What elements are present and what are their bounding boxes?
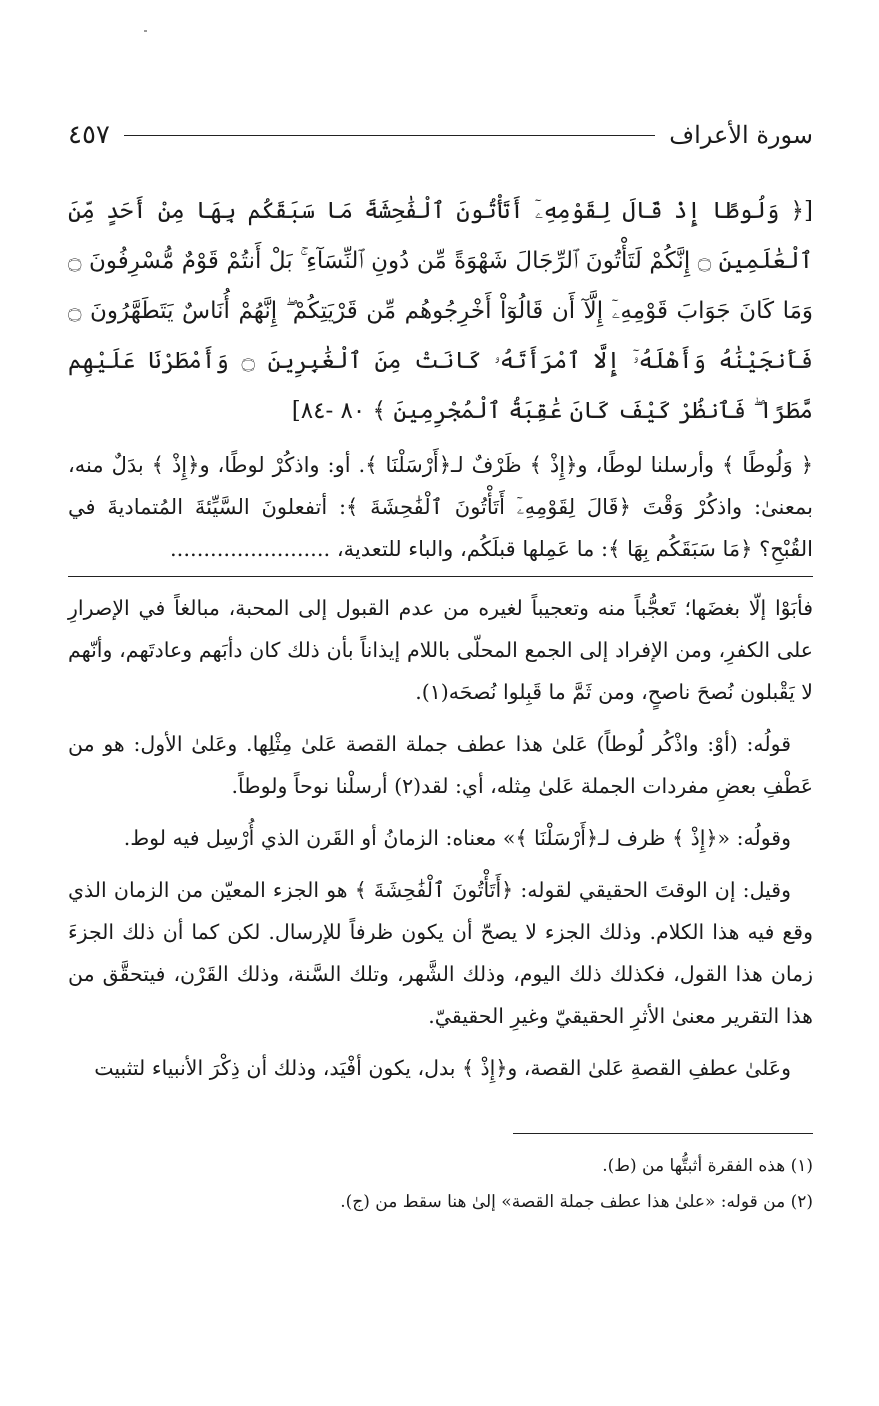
scan-speck [144, 30, 147, 32]
tafsir-text [68, 444, 813, 570]
tafsir-dots: ........................ [170, 537, 331, 561]
commentary-paragraph-5: وعَلىٰ عطفِ القصةِ عَلىٰ القصة، و﴿إِذْ ﴾ بدل، يكون أفْيَد، وذلك أن ذِكْرَ الأنبياء لتثبيت [94, 1056, 791, 1080]
quran-verses: [﴿ وَلُوطًا إِذْ قَالَ لِقَوْمِهِۦٓ أَتَأْتُونَ ٱلْفَٰحِشَةَ مَا سَبَقَكُم بِهَا مِنْ أَحَدٍ مِّنَ ٱلْعَٰلَمِينَ ۝ إِنَّكُمْ لَتَأْتُونَ ٱلرِّجَالَ شَهْوَةً مِّن دُونِ ٱلنِّسَآءِ ۚ بَلْ أَنتُمْ قَوْمٌ مُّسْرِفُونَ ۝ وَمَا كَانَ جَوَابَ قَوْمِهِۦٓ إِلَّآ أَن قَالُوٓاْ أَخْرِجُوهُم مِّن قَرْيَتِكُمْ ۖ إِنَّهُمْ أُنَاسٌ يَتَطَهَّرُونَ ۝ فَأَنجَيْنَٰهُ وَأَهْلَهُۥٓ إِلَّا ٱمْرَأَتَهُۥ كَانَتْ مِنَ ٱلْغَٰبِرِينَ ۝ وَأَمْطَرْنَا عَلَيْهِم مَّطَرًا ۖ فَٱنظُرْ كَيْفَ كَانَ عَٰقِبَةُ ٱلْمُجْرِمِينَ ﴾ ٨٠ -٨٤] [68, 198, 814, 424]
footnote-rule [513, 1133, 813, 1134]
footnote-2: (٢) من قوله: «علىٰ هذا عطف جملة القصة» إلىٰ هنا سقط من (ج). [340, 1192, 813, 1212]
footnotes [68, 1148, 813, 1220]
commentary-paragraph-2: قولُه: (أوْ: واذْكُر لُوطاً) عَلىٰ هذا عطف جملة القصة عَلىٰ مِثْلِها. وعَلىٰ الأول: هو من عَطْفِ بعضِ مفردات الجملة عَلىٰ مِثله، أي: لقد(٢) أرسلْنا نوحاً ولوطاً. [68, 732, 813, 798]
book-page [68, 110, 813, 1220]
header-rule [124, 135, 655, 136]
commentary [68, 587, 813, 1089]
section-divider [68, 576, 813, 577]
commentary-paragraph-1: فأبَوْا إلّا بغضَها؛ تَعجُّباً منه وتعجيباً لغيره من عدم القبول إلى المحبة، مبالغاً في الإصرارِ على الكفرِ، ومن الإفراد إلى الجمع المحلّى باللام إيذاناً بأن ذلك كان دأبَهم وعادتَهم، وأنّهم لا يَقْبلون نُصحَ ناصحٍ، ومن ثَمَّ ما قَبِلوا نُصحَه(١). [68, 596, 813, 704]
tafsir-body: ﴿ وَلُوطًا ﴾ وأرسلنا لوطًا، و﴿إِذْ ﴾ ظَرْفٌ لـ﴿أَرْسَلْنَا ﴾. أو: واذكُرْ لوطًا، و﴿إِذْ ﴾ بدَلٌ منه، بمعنىٰ: واذكُرْ وَقْتَ ﴿قَالَ لِقَوْمِهِۦٓ أَتَأْتُونَ ٱلْفَٰحِشَةَ ﴾: أتفعلونَ السَّيِّئةَ المُتماديةَ في القُبْحِ؟ ﴿مَا سَبَقَكُم بِهَا ﴾: ما عَمِلها قبلَكُم، والباء للتعدية، [68, 453, 813, 561]
commentary-paragraph-4: وقيل: إن الوقتَ الحقيقي لقوله: ﴿أَتَأْتُونَ ٱلْفَٰحِشَةَ ﴾ هو الجزء المعيّن من الزمان الذي وقع فيه هذا الكلام. وذلك الجزء لا يصحّ أن يكون ظرفاً للإرسال. لكن كما أن ذلك الجزءَ زمان هذا القول، فكذلك ذلك اليوم، وذلك الشَّهر، وتلك السَّنة، وذلك القَرْن، فيتحقَّق من هذا التقرير معنىٰ الأثرِ الحقيقيّ وغيرِ الحقيقيّ. [68, 878, 813, 1028]
footnote-1: (١) هذه الفقرة أثبتُّها من (ط). [602, 1156, 813, 1176]
surah-title: سورة الأعراف [669, 121, 813, 149]
page-number: ٤٥٧ [68, 120, 110, 150]
commentary-paragraph-3: وقولُه: «﴿إِذْ ﴾ ظرف لـ﴿أَرْسَلْنَا ﴾» معناه: الزمانُ أو القَرن الذي أُرْسِل فيه لوط. [123, 826, 791, 850]
running-header [68, 110, 813, 160]
